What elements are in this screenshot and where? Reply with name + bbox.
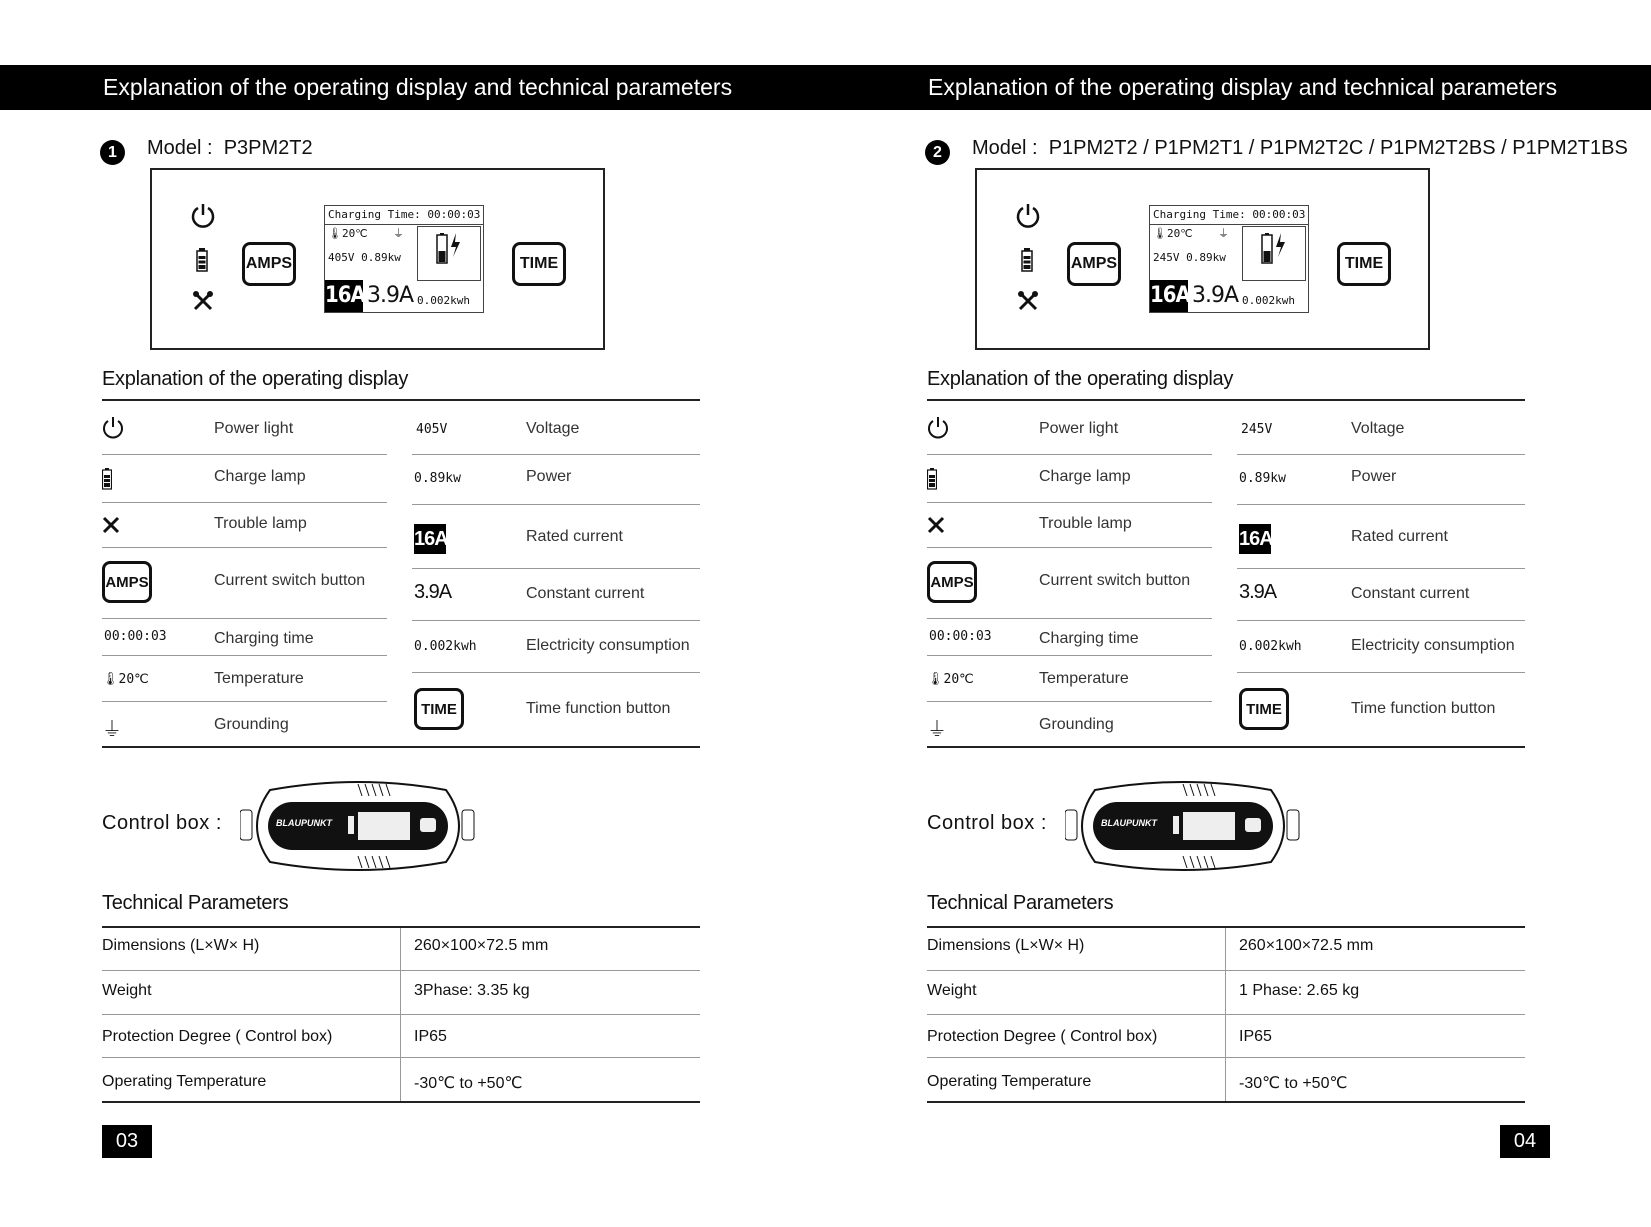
row-divider (412, 568, 700, 569)
table-column-divider (400, 928, 401, 1103)
row-trouble-lamp: Trouble lamp (214, 515, 307, 532)
tech-key-weight: Weight (927, 982, 977, 999)
page-number: 03 (102, 1125, 152, 1158)
row-constant-current: Constant current (526, 585, 645, 602)
row-divider (1237, 504, 1525, 505)
ground-icon: ⏚ (927, 719, 947, 741)
display-panel (975, 168, 1430, 350)
section-rule (102, 746, 700, 748)
tech-key-weight: Weight (102, 982, 152, 999)
temperature-symbol: 🌡20℃ (927, 672, 974, 687)
model-label: Model : (147, 136, 213, 159)
row-divider (1237, 672, 1525, 673)
model-row (100, 136, 313, 161)
row-divider (927, 502, 1212, 503)
ground-icon: ⏚ (1218, 227, 1229, 240)
lcd-temperature (328, 227, 368, 240)
row-electricity-consumption: Electricity consumption (526, 637, 690, 654)
lcd-power: 0.89kw (361, 251, 401, 264)
voltage-symbol: 405V (416, 422, 448, 437)
row-divider (102, 970, 700, 971)
time-button[interactable]: TIME (512, 242, 566, 286)
model-number-badge: 2 (925, 140, 950, 165)
section-rule (102, 399, 700, 401)
tech-value-protection: IP65 (414, 1028, 447, 1045)
model-number-badge: 1 (100, 140, 125, 165)
tech-value-weight: 3Phase: 3.35 kg (414, 982, 530, 999)
lcd-kwh: 0.002kwh (417, 294, 470, 307)
row-divider (102, 701, 387, 702)
section-rule (927, 926, 1525, 928)
row-rated-current: Rated current (1351, 528, 1448, 545)
charging-time-symbol: 00:00:03 (104, 629, 167, 644)
constant-current-symbol: 3.9A (1239, 581, 1277, 603)
tech-value-dimensions: 260×100×72.5 mm (414, 937, 549, 954)
section-rule (102, 1101, 700, 1103)
brand-logo: BLAUPUNKT (276, 818, 332, 828)
row-time-function: Time function button (1351, 700, 1496, 717)
lcd-constant-current: 3.9A (367, 283, 414, 308)
row-current-switch: Current switch button (1039, 572, 1191, 589)
time-button[interactable]: TIME (1337, 242, 1391, 286)
time-button-icon: TIME (1239, 688, 1289, 730)
lcd-temperature (1153, 227, 1193, 240)
section-rule (927, 746, 1525, 748)
lcd-temp-value: 20℃ (1166, 227, 1193, 240)
kwh-symbol: 0.002kwh (1239, 639, 1302, 654)
lcd-kwh: 0.002kwh (1242, 294, 1295, 307)
tech-section-title: Technical Parameters (927, 892, 1114, 914)
tech-key-dimensions: Dimensions (L×W× H) (927, 937, 1085, 954)
row-grounding: Grounding (214, 716, 289, 733)
row-trouble-lamp: Trouble lamp (1039, 515, 1132, 532)
section-rule (102, 926, 700, 928)
voltage-symbol: 245V (1241, 422, 1273, 437)
tech-key-protection: Protection Degree ( Control box) (102, 1028, 333, 1045)
constant-current-symbol: 3.9A (414, 581, 452, 603)
ground-icon: ⏚ (393, 227, 404, 240)
tech-key-protection: Protection Degree ( Control box) (927, 1028, 1158, 1045)
battery-icon (196, 248, 208, 272)
row-divider (927, 701, 1212, 702)
row-charging-time: Charging time (214, 630, 314, 647)
row-divider (102, 1057, 700, 1058)
power-icon (927, 416, 949, 440)
lcd-battery-charging-icon (417, 226, 481, 281)
row-temperature: Temperature (214, 670, 304, 687)
display-section-title: Explanation of the operating display (102, 368, 409, 390)
thermometer-icon: 🌡 (1153, 227, 1167, 240)
charging-time-symbol: 00:00:03 (929, 629, 992, 644)
row-current-switch: Current switch button (214, 572, 366, 589)
page-number: 04 (1500, 1125, 1550, 1158)
rated-current-symbol: 16A (414, 524, 446, 554)
row-voltage: Voltage (1351, 420, 1405, 437)
row-divider (1237, 620, 1525, 621)
row-grounding: Grounding (1039, 716, 1114, 733)
tools-icon (102, 516, 120, 534)
table-column-divider (1225, 928, 1226, 1103)
lcd-rated-current: 16A (1150, 280, 1188, 312)
tech-value-dimensions: 260×100×72.5 mm (1239, 937, 1374, 954)
page-header (0, 65, 825, 110)
battery-icon (927, 468, 937, 490)
tech-value-protection: IP65 (1239, 1028, 1272, 1045)
tools-icon (927, 516, 945, 534)
row-power: Power (1351, 468, 1397, 485)
row-charge-lamp: Charge lamp (1039, 468, 1131, 485)
row-divider (102, 655, 387, 656)
row-time-function: Time function button (526, 700, 671, 717)
row-divider (927, 1057, 1525, 1058)
lcd-rated-current: 16A (325, 280, 363, 312)
power-icon (102, 416, 124, 440)
power-icon (1015, 202, 1041, 230)
lcd-power: 0.89kw (1186, 251, 1226, 264)
amps-button[interactable]: AMPS (242, 242, 296, 286)
lcd-divider (1150, 224, 1308, 225)
amps-button-icon: AMPS (927, 561, 977, 603)
row-divider (1237, 568, 1525, 569)
header-title: Explanation of the operating display and technical parameters (928, 74, 1558, 100)
page-right (825, 0, 1650, 1227)
battery-icon (1021, 248, 1033, 272)
row-divider (412, 672, 700, 673)
header-title: Explanation of the operating display and technical parameters (103, 74, 733, 100)
row-divider (412, 620, 700, 621)
tech-value-temperature: -30℃ to +50℃ (414, 1075, 523, 1092)
thermometer-icon: 🌡 (102, 672, 119, 687)
lcd-battery-charging-icon (1242, 226, 1306, 281)
page-header (825, 65, 1651, 110)
row-divider (927, 970, 1525, 971)
row-power-light: Power light (1039, 420, 1119, 437)
lcd-screen (324, 205, 484, 313)
row-constant-current: Constant current (1351, 585, 1470, 602)
tech-value-weight: 1 Phase: 2.65 kg (1239, 982, 1360, 999)
row-charging-time: Charging time (1039, 630, 1139, 647)
kwh-symbol: 0.002kwh (414, 639, 477, 654)
row-temperature: Temperature (1039, 670, 1129, 687)
row-divider (927, 1014, 1525, 1015)
lcd-charging-time: Charging Time: 00:00:03 (1153, 208, 1306, 221)
rated-current-symbol: 16A (1239, 524, 1271, 554)
tools-icon (1017, 290, 1039, 312)
tech-key-temperature: Operating Temperature (102, 1073, 267, 1090)
tech-key-temperature: Operating Temperature (927, 1073, 1092, 1090)
tech-key-dimensions: Dimensions (L×W× H) (102, 937, 260, 954)
row-divider (412, 454, 700, 455)
thermometer-icon: 🌡 (328, 227, 342, 240)
row-divider (927, 655, 1212, 656)
amps-button[interactable]: AMPS (1067, 242, 1121, 286)
tools-icon (192, 290, 214, 312)
power-symbol: 0.89kw (414, 471, 461, 486)
row-rated-current: Rated current (526, 528, 623, 545)
row-divider (102, 454, 387, 455)
row-divider (1237, 454, 1525, 455)
battery-icon (102, 468, 112, 490)
lcd-voltage-power (328, 251, 401, 264)
model-label: Model : (972, 136, 1038, 159)
lcd-voltage: 245V (1153, 251, 1180, 264)
ground-icon: ⏚ (102, 719, 122, 741)
tech-value-temperature: -30℃ to +50℃ (1239, 1075, 1348, 1092)
row-electricity-consumption: Electricity consumption (1351, 637, 1515, 654)
row-power: Power (526, 468, 572, 485)
lcd-temp-value: 20℃ (341, 227, 368, 240)
model-value: P3PM2T2 (223, 136, 313, 159)
page-left (0, 0, 825, 1227)
model-row (925, 136, 1628, 161)
row-divider (102, 618, 387, 619)
tech-section-title: Technical Parameters (102, 892, 289, 914)
lcd-charging-time: Charging Time: 00:00:03 (328, 208, 481, 221)
display-section-title: Explanation of the operating display (927, 368, 1234, 390)
power-icon (190, 202, 216, 230)
display-panel (150, 168, 605, 350)
lcd-divider (325, 224, 483, 225)
row-divider (927, 618, 1212, 619)
time-button-icon: TIME (414, 688, 464, 730)
control-box-label: Control box : (102, 812, 222, 834)
power-symbol: 0.89kw (1239, 471, 1286, 486)
row-divider (412, 504, 700, 505)
lcd-voltage-power (1153, 251, 1226, 264)
row-divider (927, 454, 1212, 455)
brand-logo: BLAUPUNKT (1101, 818, 1157, 828)
row-charge-lamp: Charge lamp (214, 468, 306, 485)
thermometer-icon: 🌡 (927, 672, 944, 687)
lcd-screen (1149, 205, 1309, 313)
lcd-voltage: 405V (328, 251, 355, 264)
row-power-light: Power light (214, 420, 294, 437)
model-value: P1PM2T2 / P1PM2T1 / P1PM2T2C / P1PM2T2BS / P1PM2T1BS (1048, 136, 1628, 159)
row-divider (102, 1014, 700, 1015)
control-box-label: Control box : (927, 812, 1047, 834)
amps-button-icon: AMPS (102, 561, 152, 603)
row-voltage: Voltage (526, 420, 580, 437)
lcd-constant-current: 3.9A (1192, 283, 1239, 308)
temperature-symbol: 🌡20℃ (102, 672, 149, 687)
row-divider (927, 547, 1212, 548)
section-rule (927, 1101, 1525, 1103)
section-rule (927, 399, 1525, 401)
row-divider (102, 547, 387, 548)
row-divider (102, 502, 387, 503)
